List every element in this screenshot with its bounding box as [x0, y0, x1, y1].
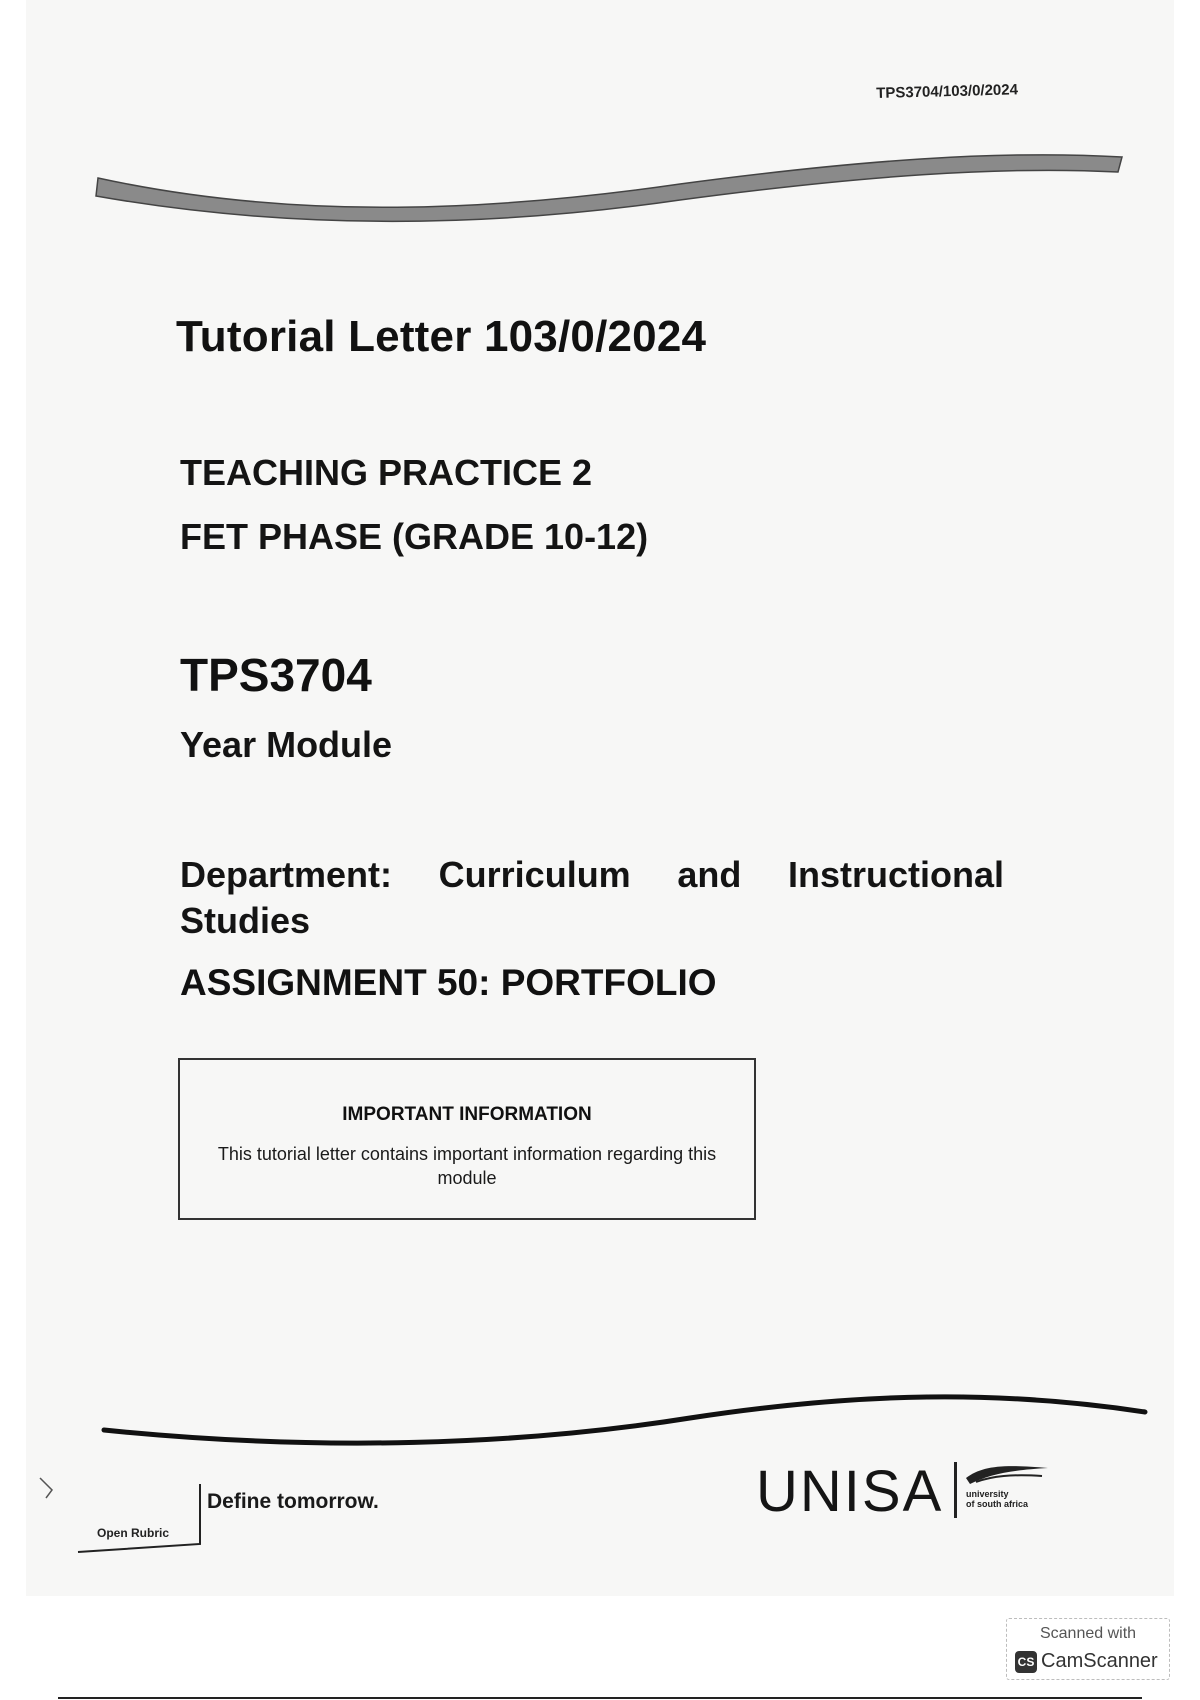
camscanner-watermark — [1006, 1618, 1170, 1680]
module-type: Year Module — [180, 724, 393, 765]
camscanner-name: CamScanner — [1041, 1650, 1158, 1672]
teaching-practice-heading: TEACHING PRACTICE 2 — [180, 452, 593, 493]
unisa-logo-subtext: university of south africa — [966, 1489, 1029, 1509]
fet-phase-heading: FET PHASE (GRADE 10-12) — [180, 516, 649, 557]
tagline: Define tomorrow. — [207, 1490, 379, 1513]
rubric-bracket — [78, 1484, 200, 1552]
info-box-text: This tutorial letter contains important information regarding this module — [217, 1144, 717, 1188]
top-swoosh — [96, 155, 1122, 221]
unisa-logo-text: UNISA — [756, 1459, 944, 1524]
module-code: TPS3704 — [180, 649, 372, 701]
department-name: Department: Curriculum and Instructional Studies — [180, 854, 1004, 941]
info-box-heading: IMPORTANT INFORMATION — [342, 1104, 592, 1125]
important-information-box — [178, 1058, 756, 1220]
margin-mark — [40, 1478, 52, 1498]
bottom-swoosh — [104, 1397, 1145, 1443]
assignment-title: ASSIGNMENT 50: PORTFOLIO — [180, 962, 717, 1003]
unisa-emblem-icon — [962, 1462, 1052, 1490]
bottom-rule — [58, 1697, 1142, 1699]
document-code-header: TPS3704/103/0/2024 — [876, 81, 1019, 102]
logo-divider — [954, 1462, 957, 1518]
camscanner-logo-icon: CS — [1015, 1651, 1037, 1673]
tutorial-letter-title: Tutorial Letter 103/0/2024 — [176, 312, 707, 361]
camscanner-caption: Scanned with — [1039, 1625, 1137, 1642]
open-rubric-label: Open Rubric — [97, 1526, 170, 1540]
